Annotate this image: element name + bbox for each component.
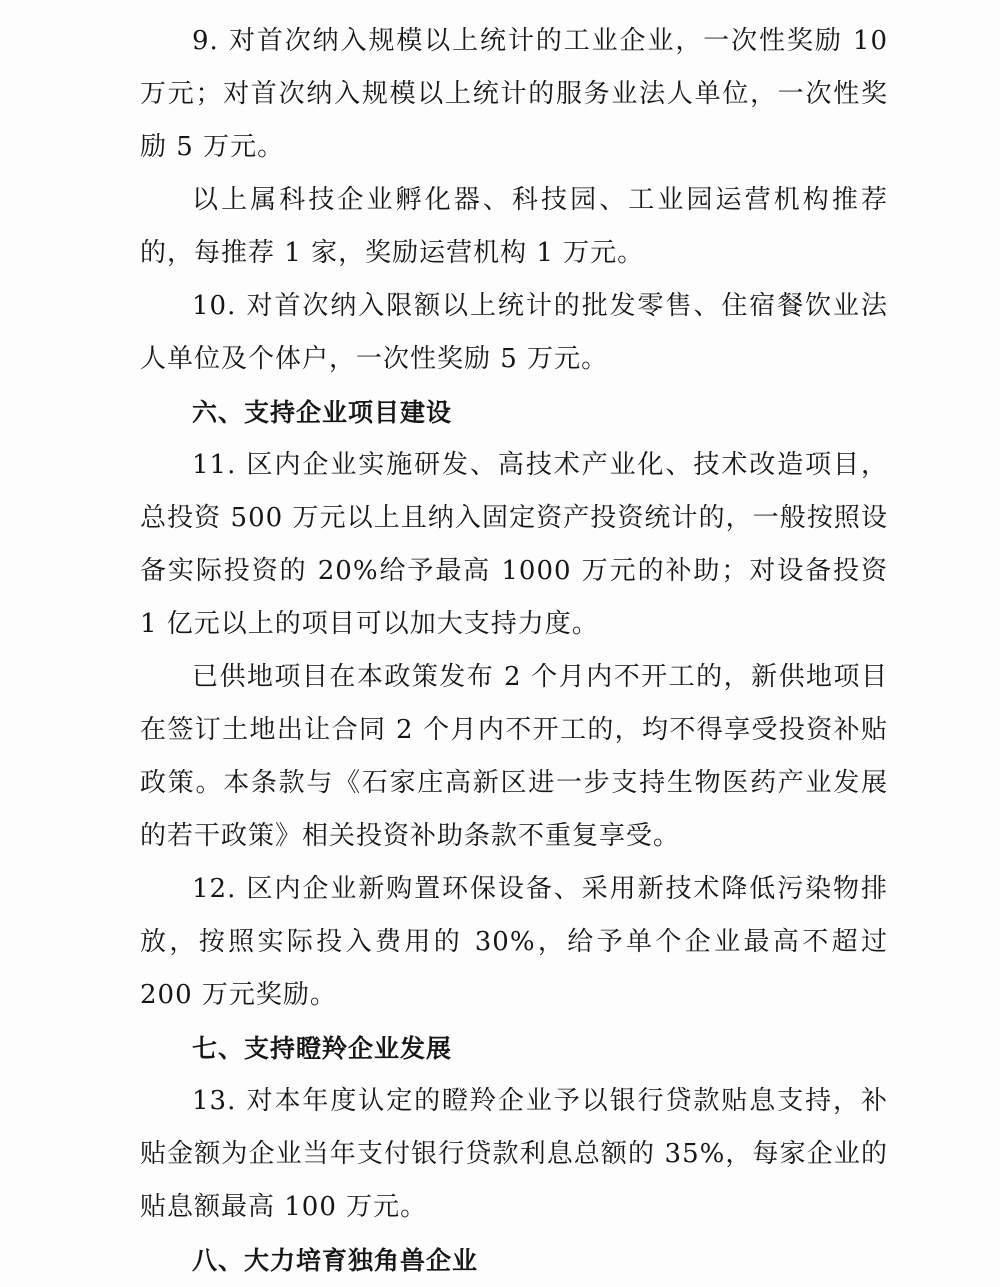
paragraph-item-11: 11. 区内企业实施研发、高技术产业化、技术改造项目，总投资 500 万元以上且纳入固定资产投资统计的，一般按照设备实际投资的 20%给予最高 1000 万元的补助；对设备投资 1 亿元以上的项目可以加大支持力度。 (140, 450, 888, 639)
section-heading-8: 八、大力培育独角兽企业 (192, 1246, 479, 1275)
paragraph-land-supply-rule: 已供地项目在本政策发布 2 个月内不开工的，新供地项目在签订土地出让合同 2 个月内不开工的，均不得享受投资补贴政策。本条款与《石家庄高新区进一步支持生物医药产业发展的若干政策》相关投资补助条款不重复享受。 (140, 662, 888, 851)
section-heading-7: 七、支持瞪羚企业发展 (192, 1034, 453, 1063)
paragraph-item-12: 12. 区内企业新购置环保设备、采用新技术降低污染物排放，按照实际投入费用的 30%，给予单个企业最高不超过 200 万元奖励。 (140, 874, 888, 1010)
paragraph-incubator-reward: 以上属科技企业孵化器、科技园、工业园运营机构推荐的，每推荐 1 家，奖励运营机构 1 万元。 (140, 185, 888, 268)
section-heading-6: 六、支持企业项目建设 (192, 398, 453, 427)
paragraph-item-9: 9. 对首次纳入规模以上统计的工业企业，一次性奖励 10 万元；对首次纳入规模以上统计的服务业法人单位，一次性奖励 5 万元。 (140, 26, 888, 162)
paragraph-item-10: 10. 对首次纳入限额以上统计的批发零售、住宿餐饮业法人单位及个体户，一次性奖励 5 万元。 (140, 291, 888, 374)
paragraph-item-13: 13. 对本年度认定的瞪羚企业予以银行贷款贴息支持，补贴金额为企业当年支付银行贷款利息总额的 35%，每家企业的贴息额最高 100 万元。 (140, 1086, 888, 1222)
